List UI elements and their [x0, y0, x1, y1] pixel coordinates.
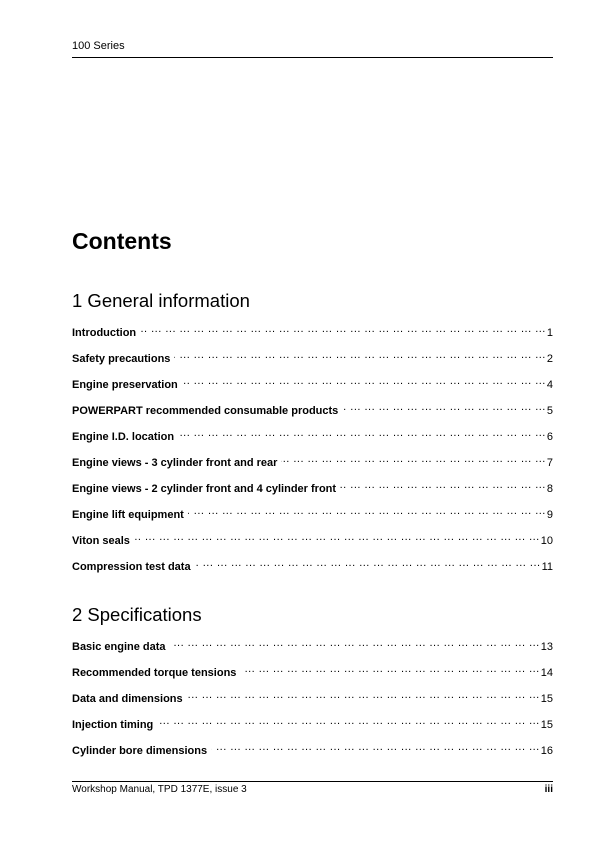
dot-leader — [195, 556, 541, 570]
dot-leader — [188, 504, 546, 518]
dot-leader — [134, 530, 540, 544]
dot-leader — [182, 374, 546, 388]
dot-leader — [340, 478, 546, 492]
toc-entry-safety-precautions[interactable] — [72, 348, 553, 374]
toc-entry-label: Cylinder bore dimensions — [72, 745, 208, 757]
toc-entry-page: 2 — [546, 353, 553, 365]
footer-manual-reference: Workshop Manual, TPD 1377E, issue 3 — [72, 784, 247, 795]
toc-entry-label: Viton seals — [72, 535, 130, 547]
toc-entry-page: 4 — [546, 379, 553, 391]
toc-entry-page: 15 — [540, 693, 553, 705]
toc-entry-page: 8 — [546, 483, 553, 495]
toc-entry-engine-views-2-and-4-cylinder[interactable] — [72, 478, 553, 504]
toc-entry-engine-preservation[interactable] — [72, 374, 553, 400]
toc-entry-label: Injection timing — [72, 719, 154, 731]
dot-leader — [174, 348, 545, 362]
dot-leader — [140, 322, 546, 336]
footer-page-number: iii — [544, 784, 553, 795]
toc-list-general-information — [72, 322, 553, 582]
header-divider — [72, 57, 553, 58]
toc-entry-label: Engine views - 2 cylinder front and 4 cylinder front — [72, 483, 337, 495]
toc-entry-page: 6 — [546, 431, 553, 443]
dot-leader — [157, 714, 539, 728]
toc-entry-page: 13 — [540, 641, 553, 653]
section-heading-general-information: 1 General information — [72, 290, 250, 311]
toc-entry-viton-seals[interactable] — [72, 530, 553, 556]
running-header: 100 Series — [72, 40, 125, 52]
toc-entry-label: Engine I.D. location — [72, 431, 175, 443]
toc-entry-label: Engine views - 3 cylinder front and rear — [72, 457, 278, 469]
toc-entry-page: 9 — [546, 509, 553, 521]
toc-entry-compression-test-data[interactable] — [72, 556, 553, 582]
dot-leader — [178, 426, 546, 440]
toc-entry-cylinder-bore-dimensions[interactable] — [72, 740, 553, 766]
toc-entry-page: 16 — [540, 745, 553, 757]
section-heading-specifications: 2 Specifications — [72, 604, 202, 625]
footer-divider — [72, 781, 553, 782]
toc-entry-label: Safety precautions — [72, 353, 171, 365]
toc-entry-page: 15 — [540, 719, 553, 731]
toc-entry-torque-tensions[interactable] — [72, 662, 553, 688]
toc-entry-label: Engine lift equipment — [72, 509, 184, 521]
toc-entry-page: 1 — [546, 327, 553, 339]
toc-entry-engine-views-3-cylinder[interactable] — [72, 452, 553, 478]
toc-entry-page: 11 — [541, 561, 553, 573]
toc-entry-label: Data and dimensions — [72, 693, 183, 705]
toc-entry-data-and-dimensions[interactable] — [72, 688, 553, 714]
toc-entry-page: 14 — [540, 667, 553, 679]
dot-leader — [211, 740, 540, 754]
toc-entry-basic-engine-data[interactable] — [72, 636, 553, 662]
dot-leader — [342, 400, 546, 414]
toc-entry-introduction[interactable] — [72, 322, 553, 348]
toc-entry-engine-lift-equipment[interactable] — [72, 504, 553, 530]
dot-leader — [170, 636, 540, 650]
dot-leader — [281, 452, 545, 466]
toc-entry-engine-id-location[interactable] — [72, 426, 553, 452]
toc-entry-injection-timing[interactable] — [72, 714, 553, 740]
toc-entry-page: 10 — [540, 535, 553, 547]
toc-entry-label: Engine preservation — [72, 379, 178, 391]
toc-entry-page: 5 — [546, 405, 553, 417]
toc-entry-label: Introduction — [72, 327, 137, 339]
toc-entry-label: Recommended torque tensions — [72, 667, 237, 679]
toc-list-specifications — [72, 636, 553, 766]
toc-entry-label: Compression test data — [72, 561, 191, 573]
toc-entry-label: Basic engine data — [72, 641, 166, 653]
toc-entry-label: POWERPART recommended consumable products — [72, 405, 339, 417]
page-title: Contents — [72, 228, 172, 254]
toc-entry-powerpart-consumables[interactable] — [72, 400, 553, 426]
toc-entry-page: 7 — [546, 457, 553, 469]
dot-leader — [240, 662, 539, 676]
dot-leader — [187, 688, 540, 702]
